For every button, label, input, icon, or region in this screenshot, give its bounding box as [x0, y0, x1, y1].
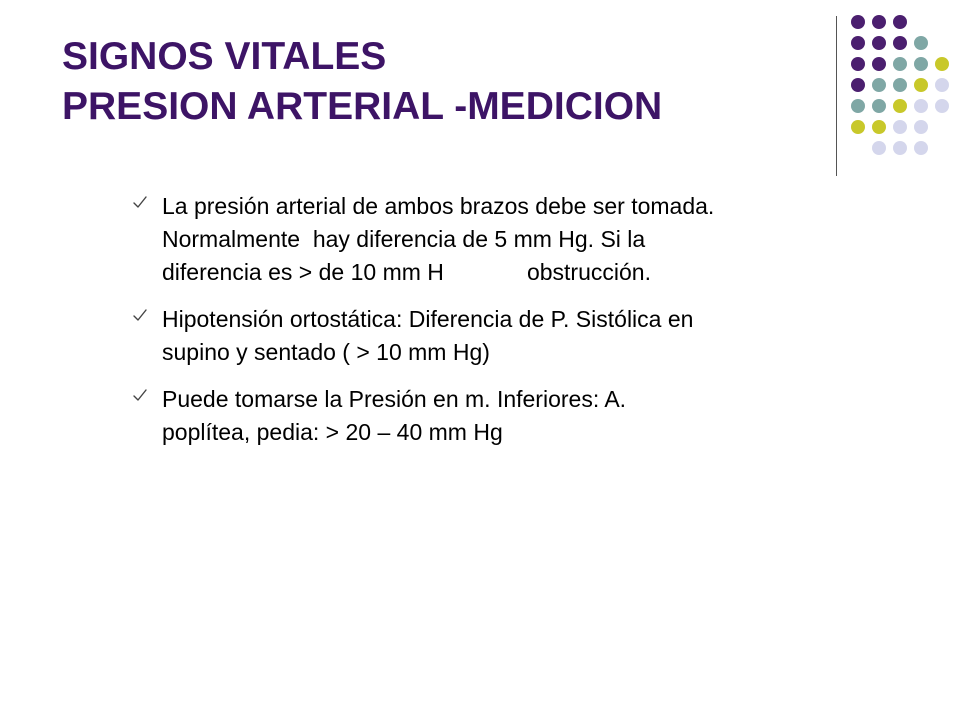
dot-olive: [914, 78, 928, 92]
dot-purple: [851, 15, 865, 29]
bullet-text: [162, 383, 890, 449]
dot-lavender: [893, 120, 907, 134]
decorative-divider: [836, 16, 837, 176]
dot-teal: [851, 99, 865, 113]
dot-teal: [872, 99, 886, 113]
bullet-item: [130, 383, 890, 449]
checkmark-icon: [130, 305, 150, 325]
dot-purple: [851, 57, 865, 71]
bullet-line: Puede tomarse la Presión en m. Inferiores: A.: [162, 386, 627, 412]
checkmark-icon: [130, 385, 150, 405]
dot-teal: [872, 78, 886, 92]
bullet-line: Normalmente hay diferencia de 5 mm Hg. Si la: [162, 226, 646, 252]
dot-lavender: [914, 120, 928, 134]
dot-teal: [893, 78, 907, 92]
dot-purple: [893, 15, 907, 29]
dot-olive: [851, 120, 865, 134]
checkmark-icon: [130, 192, 150, 212]
dot-teal: [893, 57, 907, 71]
bullet-line: poplítea, pedia: > 20 – 40 mm Hg: [162, 419, 503, 445]
dot-purple: [872, 57, 886, 71]
slide-title: [62, 32, 822, 132]
bullet-item: [130, 190, 890, 289]
dot-teal: [914, 57, 928, 71]
bullet-line: Hipotensión ortostática: Diferencia de P. Sistólica en: [162, 306, 694, 332]
bullet-text: [162, 190, 890, 289]
title-line-2: PRESION ARTERIAL -MEDICION: [62, 85, 663, 128]
title-line-1: SIGNOS VITALES: [62, 35, 387, 78]
bullet-line: diferencia es > de 10 mm H obstrucción.: [162, 259, 651, 285]
bullet-line: La presión arterial de ambos brazos debe ser tomada.: [162, 193, 715, 219]
dot-lavender: [872, 141, 886, 155]
bullet-item: [130, 303, 890, 369]
dot-purple: [851, 36, 865, 50]
dot-lavender: [914, 141, 928, 155]
dot-lavender: [893, 141, 907, 155]
dot-olive: [935, 57, 949, 71]
dot-purple: [851, 78, 865, 92]
dot-olive: [872, 120, 886, 134]
bullet-text: [162, 303, 890, 369]
dot-purple: [893, 36, 907, 50]
dot-lavender: [914, 99, 928, 113]
bullet-list: [130, 190, 890, 463]
bullet-line: supino y sentado ( > 10 mm Hg): [162, 339, 490, 365]
dot-teal: [914, 36, 928, 50]
dot-purple: [872, 15, 886, 29]
dot-olive: [893, 99, 907, 113]
dot-lavender: [935, 78, 949, 92]
dot-lavender: [935, 99, 949, 113]
dot-purple: [872, 36, 886, 50]
